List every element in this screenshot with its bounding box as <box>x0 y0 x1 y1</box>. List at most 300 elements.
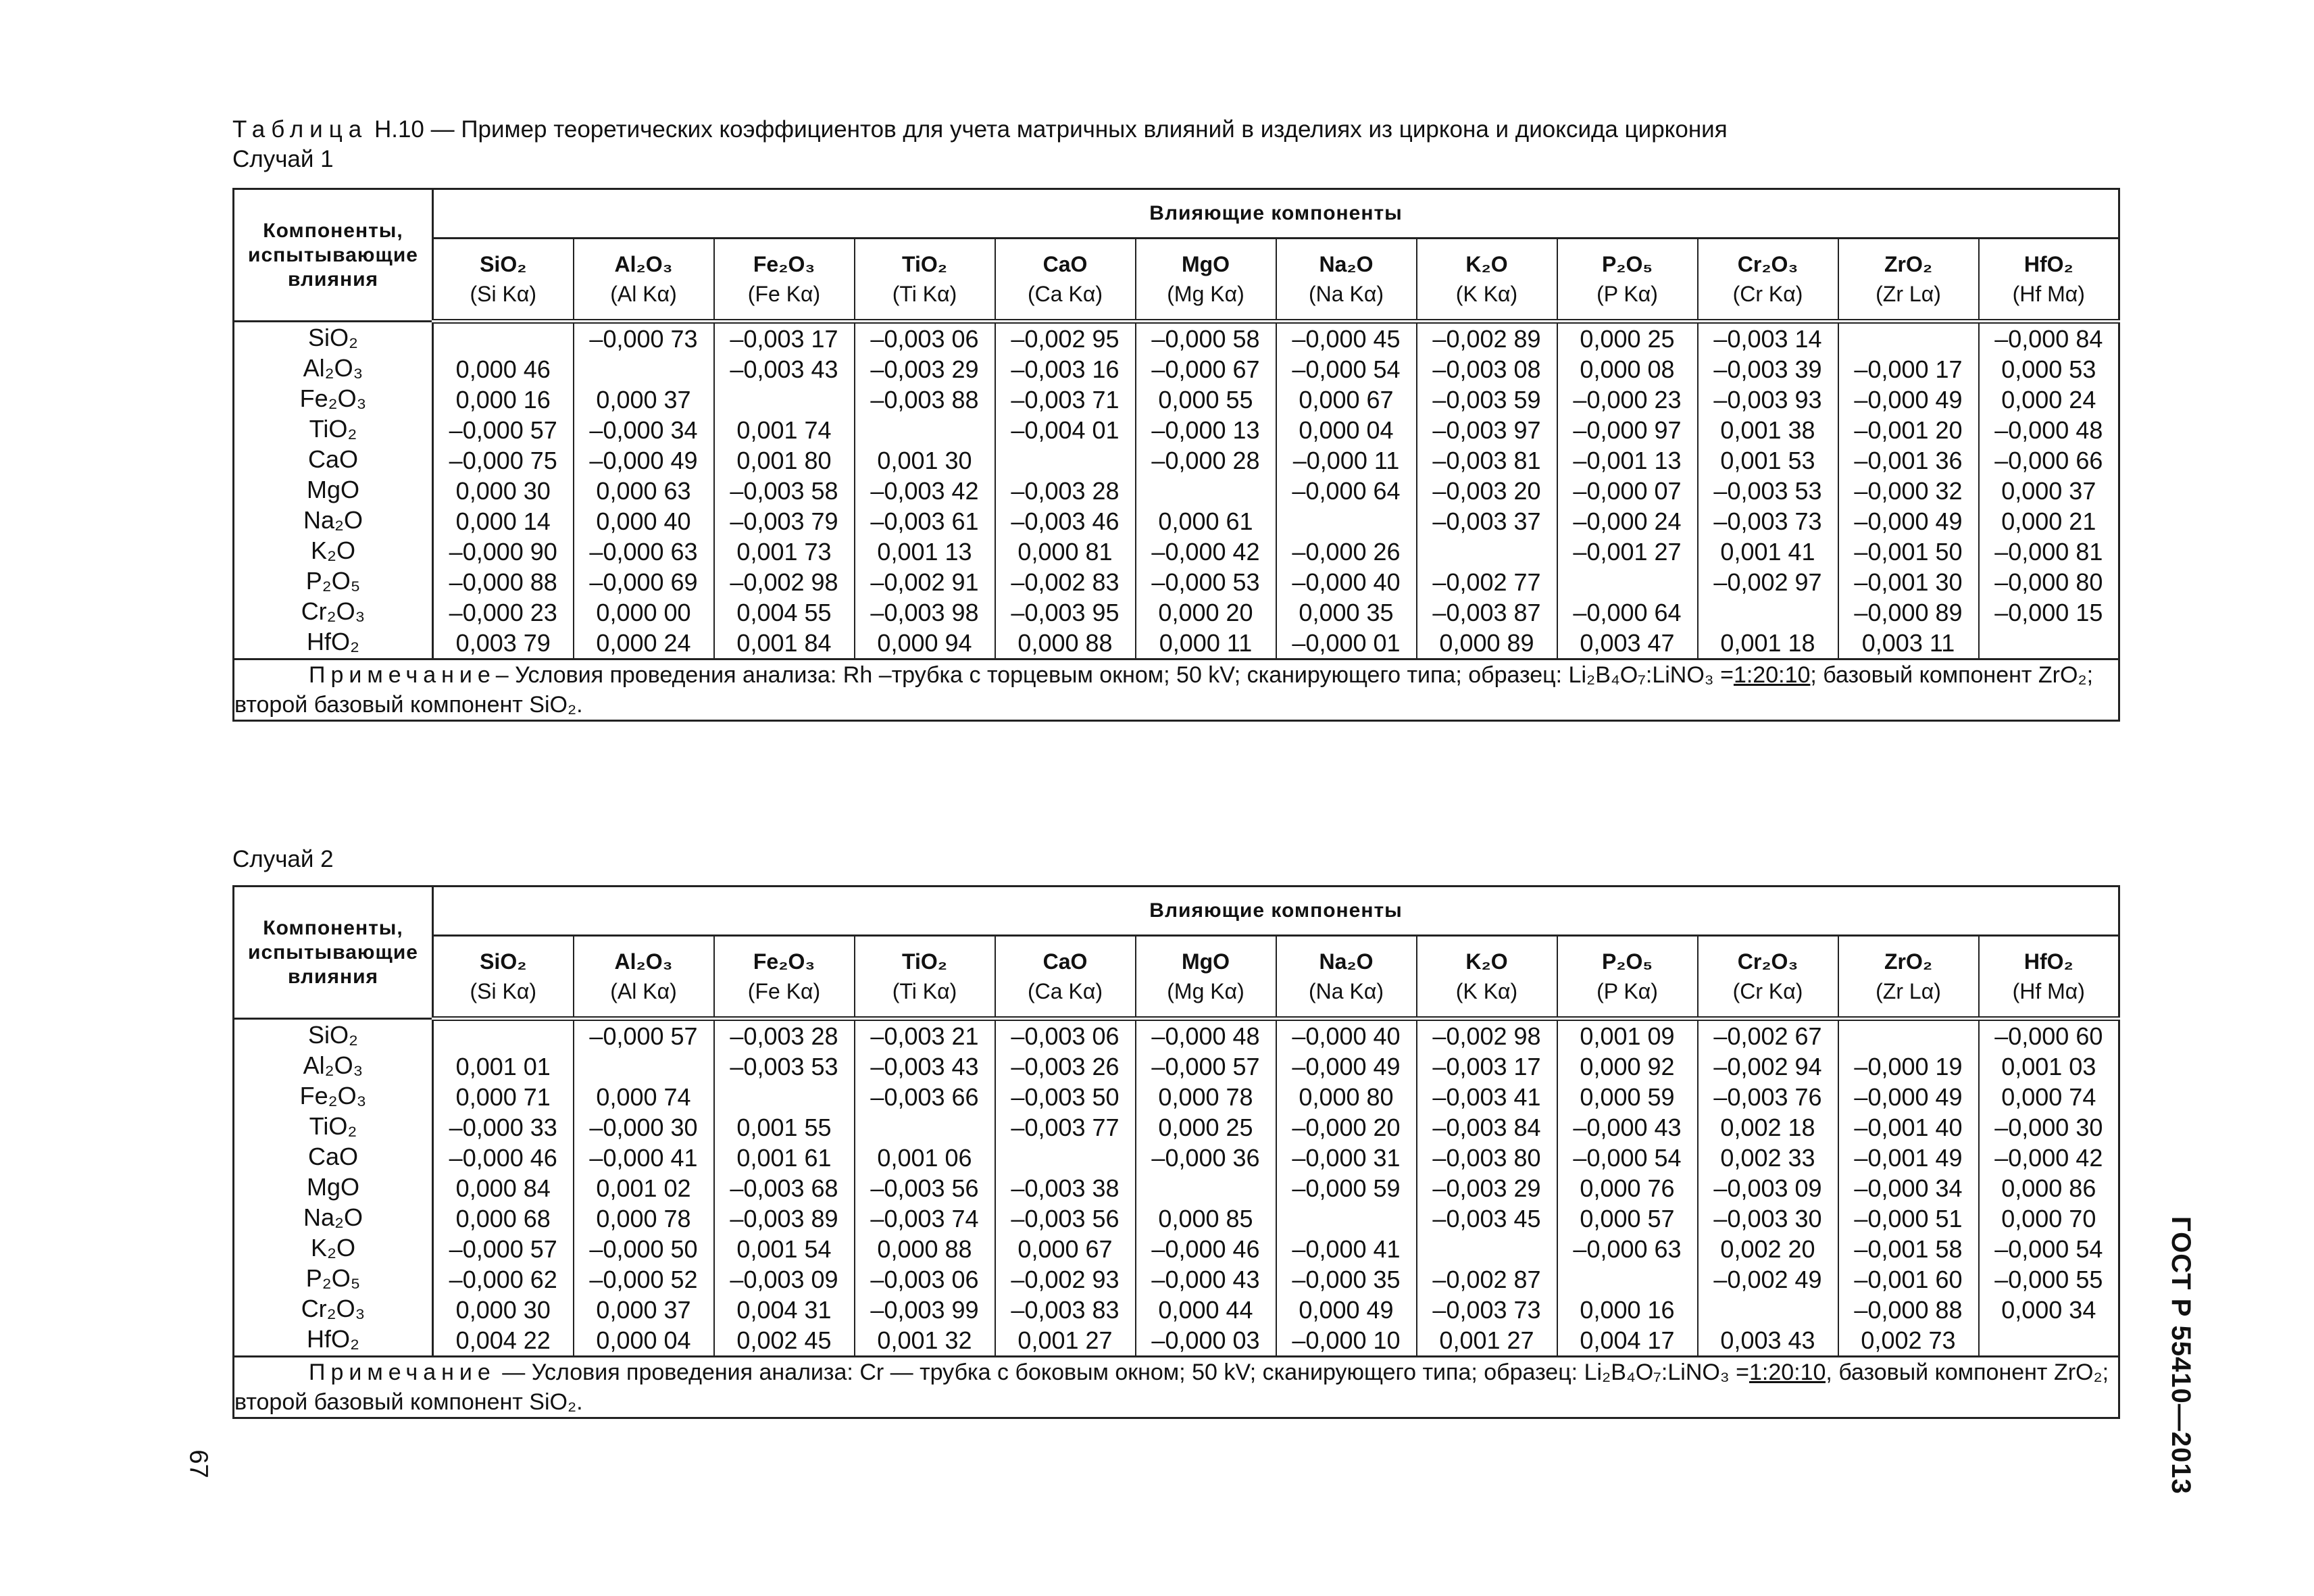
table-cell: –0,003 53 <box>1713 477 1822 505</box>
table-cell: 0,000 30 <box>455 1296 551 1324</box>
column-values <box>433 322 574 659</box>
table-cell: –0,000 40 <box>1292 1022 1401 1050</box>
row-name: Cr₂O₃ <box>301 1295 366 1322</box>
column-values <box>1979 322 2119 659</box>
column-oxide: Na₂O <box>1319 252 1374 276</box>
case-1-label: Случай 1 <box>232 146 334 172</box>
table-cell: 0,002 18 <box>1720 1114 1815 1141</box>
table-cell: 0,000 53 <box>2001 355 2096 383</box>
column-values <box>574 322 714 659</box>
table-cell: –0,001 27 <box>1573 538 1682 566</box>
table-cell: 0,000 88 <box>1017 629 1113 657</box>
table-cell: –0,003 73 <box>1432 1296 1541 1324</box>
table-cell: –0,000 46 <box>1151 1235 1260 1263</box>
table-cell <box>1839 1021 1978 1051</box>
table-cell: –0,003 79 <box>730 507 838 535</box>
table-cell: 0,001 27 <box>1017 1326 1113 1354</box>
column-values <box>714 1019 855 1357</box>
table-cell <box>434 1021 573 1051</box>
column-values <box>1276 322 1417 659</box>
column-line: (Al Kα) <box>610 979 677 1003</box>
row-name: K₂O <box>311 537 355 564</box>
column-header-row <box>234 936 2119 1019</box>
table-cell: –0,000 01 <box>1292 629 1401 657</box>
table-cell: –0,003 28 <box>730 1022 838 1050</box>
table-cell: 0,001 02 <box>596 1174 691 1202</box>
column-values <box>1979 1019 2119 1357</box>
column-header <box>1838 936 1979 1019</box>
case-1-table <box>232 188 2120 722</box>
column-line: (Fe Kα) <box>747 979 821 1003</box>
table-cell: 0,000 81 <box>1017 538 1113 566</box>
table-cell: 0,000 25 <box>1580 325 1675 353</box>
table-cell: –0,000 07 <box>1573 477 1682 505</box>
row-name: CaO <box>307 445 359 473</box>
table-cell: –0,001 49 <box>1854 1144 1963 1172</box>
table-cell: –0,003 98 <box>870 599 979 626</box>
table-cell: –0,003 17 <box>730 325 838 353</box>
table-cell: –0,000 80 <box>1994 568 2103 596</box>
column-header <box>574 936 714 1019</box>
table-cell <box>1839 324 1978 354</box>
data-row <box>234 322 2119 659</box>
table-cell: –0,003 95 <box>1011 599 1120 626</box>
table-cell: –0,003 81 <box>1432 447 1541 474</box>
table-cell <box>1136 476 1276 506</box>
table-cell: –0,002 87 <box>1432 1266 1541 1293</box>
table-cell: –0,000 49 <box>1292 1053 1401 1080</box>
column-oxide: P₂O₅ <box>1601 949 1653 974</box>
row-name: SiO₂ <box>308 1021 358 1049</box>
row-name: SiO₂ <box>308 324 358 351</box>
column-line: (Zr Lα) <box>1876 282 1941 306</box>
table-cell: –0,004 01 <box>1011 416 1120 444</box>
table-cell: 0,001 09 <box>1580 1022 1675 1050</box>
table-cell: –0,003 53 <box>730 1053 838 1080</box>
table-cell: –0,000 42 <box>1151 538 1260 566</box>
table-cell <box>996 1143 1135 1173</box>
column-oxide: TiO₂ <box>902 949 947 974</box>
table-cell: 0,001 06 <box>877 1144 972 1172</box>
case-2-table <box>232 885 2120 1419</box>
table-cell: –0,003 84 <box>1432 1114 1541 1141</box>
table-cell <box>434 324 573 354</box>
table-cell: –0,002 49 <box>1713 1266 1822 1293</box>
table-cell: 0,000 24 <box>2001 386 2096 414</box>
table-cell: –0,002 94 <box>1713 1053 1822 1080</box>
table-cell: 0,000 46 <box>455 355 551 383</box>
column-oxide: HfO₂ <box>2023 252 2073 276</box>
table-cell: –0,000 54 <box>1292 355 1401 383</box>
row-name: TiO₂ <box>309 415 357 443</box>
table-cell: 0,000 89 <box>1439 629 1534 657</box>
table-cell: –0,000 67 <box>1151 355 1260 383</box>
table-cell: –0,000 30 <box>589 1114 698 1141</box>
table-cell: –0,000 63 <box>1573 1235 1682 1263</box>
table-cell: 0,001 61 <box>736 1144 832 1172</box>
column-line: (K Kα) <box>1455 979 1518 1003</box>
table-cell: 0,000 57 <box>1580 1205 1675 1232</box>
table-cell: –0,000 62 <box>449 1266 557 1293</box>
table-cell: –0,003 89 <box>730 1205 838 1232</box>
table-cell: 0,003 79 <box>455 629 551 657</box>
table-cell <box>715 1082 854 1112</box>
table-cell: –0,003 87 <box>1432 599 1541 626</box>
table-cell: –0,000 35 <box>1292 1266 1401 1293</box>
table-cell: 0,000 67 <box>1017 1235 1113 1263</box>
table-cell: –0,000 88 <box>1854 1296 1963 1324</box>
table-cell: –0,002 98 <box>730 568 838 596</box>
note <box>234 659 2119 721</box>
table-cell: –0,000 03 <box>1151 1326 1260 1354</box>
table-cell: –0,000 59 <box>1292 1174 1401 1202</box>
column-oxide: SiO₂ <box>480 252 527 276</box>
column-oxide: CaO <box>1042 252 1088 276</box>
row-name: K₂O <box>311 1234 355 1262</box>
column-header <box>1557 239 1698 322</box>
table-title-label: Таблица <box>232 116 368 143</box>
table-cell: –0,000 60 <box>1994 1022 2103 1050</box>
column-oxide: MgO <box>1181 252 1230 276</box>
table-cell: 0,000 25 <box>1158 1114 1253 1141</box>
table-cell: –0,002 67 <box>1713 1022 1822 1050</box>
table-cell: 0,001 55 <box>736 1114 832 1141</box>
column-oxide: ZrO₂ <box>1884 252 1933 276</box>
table-cell: –0,003 97 <box>1432 416 1541 444</box>
table-cell: 0,000 94 <box>877 629 972 657</box>
table-cell: –0,000 51 <box>1854 1205 1963 1232</box>
table-cell: –0,003 59 <box>1432 386 1541 414</box>
column-header <box>433 936 574 1019</box>
table-cell: 0,000 00 <box>596 599 691 626</box>
table-cell: –0,001 40 <box>1854 1114 1963 1141</box>
table-cell: –0,003 61 <box>870 507 979 535</box>
table-cell: 0,000 84 <box>455 1174 551 1202</box>
table-cell: –0,003 80 <box>1432 1144 1541 1172</box>
note-label: Примечание <box>309 662 496 688</box>
table-cell: –0,000 20 <box>1292 1114 1401 1141</box>
table-cell: 0,000 35 <box>1299 599 1394 626</box>
column-header <box>1417 239 1557 322</box>
table-cell: –0,000 41 <box>589 1144 698 1172</box>
table-cell: –0,000 66 <box>1994 447 2103 474</box>
row-name: TiO₂ <box>309 1112 357 1140</box>
table-cell: 0,001 01 <box>455 1053 551 1080</box>
column-header <box>1979 239 2119 322</box>
table-cell <box>574 354 713 384</box>
table-cell: –0,000 32 <box>1854 477 1963 505</box>
table-cell: 0,000 85 <box>1158 1205 1253 1232</box>
table-cell: –0,003 26 <box>1011 1053 1120 1080</box>
table-cell: –0,003 09 <box>730 1266 838 1293</box>
row-name: Na₂O <box>303 506 363 534</box>
table-cell: 0,000 86 <box>2001 1174 2096 1202</box>
column-line: (Zr Lα) <box>1876 979 1941 1003</box>
table-cell: 0,003 11 <box>1861 629 1955 657</box>
row-name: Fe₂O₃ <box>299 384 367 412</box>
table-cell: –0,003 30 <box>1713 1205 1822 1232</box>
table-cell: –0,003 21 <box>870 1022 979 1050</box>
column-line: (Cr Kα) <box>1732 979 1803 1003</box>
table-cell: –0,000 24 <box>1573 507 1682 535</box>
column-values <box>1557 1019 1698 1357</box>
table-cell: –0,003 29 <box>1432 1174 1541 1202</box>
table-cell: –0,000 40 <box>1292 568 1401 596</box>
table-cell: 0,000 37 <box>2001 477 2096 505</box>
table-cell: –0,003 46 <box>1011 507 1120 535</box>
data-row <box>234 1019 2119 1357</box>
row-name: HfO₂ <box>307 628 359 655</box>
table-title-text: Н.10 — Пример теоретических коэффициентов для учета матричных влияний в изделиях из циркона и диоксида циркония <box>374 116 1728 143</box>
influencing-header: Влияющие компоненты <box>433 887 2119 936</box>
table-cell: 0,001 54 <box>736 1235 832 1263</box>
note <box>234 1357 2119 1418</box>
row-name: Na₂O <box>303 1203 363 1231</box>
column-line: (P Kα) <box>1596 282 1658 306</box>
column-values <box>1698 322 1838 659</box>
table-cell: –0,002 89 <box>1432 325 1541 353</box>
column-oxide: Fe₂O₃ <box>753 252 815 276</box>
table-cell: –0,003 43 <box>730 355 838 383</box>
table-cell: 0,000 67 <box>1299 386 1394 414</box>
table-cell <box>1277 506 1416 537</box>
table-cell: –0,002 95 <box>1011 325 1120 353</box>
table-cell: 0,003 43 <box>1720 1326 1815 1354</box>
table-cell: –0,003 42 <box>870 477 979 505</box>
table-cell: –0,000 49 <box>1854 1083 1963 1111</box>
table-cell: 0,000 37 <box>596 386 691 414</box>
table-cell: –0,000 64 <box>1292 477 1401 505</box>
table-cell: –0,000 10 <box>1292 1326 1401 1354</box>
table-cell: –0,000 54 <box>1994 1235 2103 1263</box>
column-values <box>995 1019 1136 1357</box>
table-cell: 0,004 31 <box>736 1296 832 1324</box>
table-cell: 0,000 34 <box>2001 1296 2096 1324</box>
column-values <box>1136 322 1276 659</box>
table-cell: 0,000 40 <box>596 507 691 535</box>
document-code: ГОСТ Р 55410—2013 <box>2166 1216 2196 1495</box>
column-values <box>1276 1019 1417 1357</box>
table-cell: –0,003 16 <box>1011 355 1120 383</box>
column-line: (Na Kα) <box>1309 282 1384 306</box>
table-cell: 0,000 14 <box>455 507 551 535</box>
table-cell: –0,000 34 <box>1854 1174 1963 1202</box>
column-line: (P Kα) <box>1596 979 1658 1003</box>
table-cell: –0,000 69 <box>589 568 698 596</box>
column-values <box>1136 1019 1276 1357</box>
table-cell: –0,000 57 <box>449 1235 557 1263</box>
column-header <box>574 239 714 322</box>
row-name: P₂O₅ <box>305 567 361 595</box>
table-cell: –0,000 50 <box>589 1235 698 1263</box>
table-cell: 0,001 53 <box>1720 447 1815 474</box>
column-values <box>1417 322 1557 659</box>
table-cell: –0,000 90 <box>449 538 557 566</box>
table-cell: 0,000 78 <box>1158 1083 1253 1111</box>
table-cell: –0,003 06 <box>870 1266 979 1293</box>
column-values <box>855 1019 995 1357</box>
row-names <box>234 1019 433 1357</box>
table-cell: 0,001 74 <box>736 416 832 444</box>
table-cell: 0,000 92 <box>1580 1053 1675 1080</box>
table-cell <box>1699 1295 1838 1325</box>
column-header <box>995 239 1136 322</box>
note-text: — Условия проведения анализа: Cr — трубка с боковым окном; 50 kV; сканирующего типа; образец: Li₂B₄O₇:LiNO₃ = <box>495 1360 1749 1385</box>
table-cell: –0,000 84 <box>1994 325 2103 353</box>
column-oxide: P₂O₅ <box>1601 252 1653 276</box>
table-cell: –0,003 93 <box>1713 386 1822 414</box>
table-cell: 0,000 21 <box>2001 507 2096 535</box>
table-cell: –0,002 83 <box>1011 568 1120 596</box>
table-cell: –0,000 45 <box>1292 325 1401 353</box>
column-values <box>574 1019 714 1357</box>
table-cell: –0,000 42 <box>1994 1144 2103 1172</box>
column-line: (Hf Mα) <box>2012 979 2085 1003</box>
table-cell: –0,000 57 <box>589 1022 698 1050</box>
row-name: CaO <box>307 1143 359 1170</box>
column-line: (Si Kα) <box>470 979 536 1003</box>
table-cell: 0,001 41 <box>1720 538 1815 566</box>
table-cell: –0,003 29 <box>870 355 979 383</box>
table-cell: –0,000 49 <box>1854 507 1963 535</box>
column-header <box>1276 936 1417 1019</box>
column-header <box>714 936 855 1019</box>
column-line: (K Kα) <box>1455 282 1518 306</box>
table-cell: –0,003 39 <box>1713 355 1822 383</box>
column-oxide: Al₂O₃ <box>614 252 673 276</box>
column-header <box>1136 239 1276 322</box>
note-ratio: 1:20:10 <box>1733 662 1811 688</box>
table-cell: –0,003 71 <box>1011 386 1120 414</box>
column-oxide: K₂O <box>1465 949 1508 974</box>
table-cell: 0,000 16 <box>455 386 551 414</box>
table-cell: 0,003 47 <box>1580 629 1675 657</box>
table-cell: –0,000 63 <box>589 538 698 566</box>
row-name: MgO <box>306 476 359 503</box>
table-cell: –0,000 13 <box>1151 416 1260 444</box>
table-cell <box>1417 1234 1557 1264</box>
column-oxide: SiO₂ <box>480 949 527 974</box>
table-cell: 0,000 59 <box>1580 1083 1675 1111</box>
column-header <box>1698 936 1838 1019</box>
column-values <box>1417 1019 1557 1357</box>
row-names <box>234 322 433 659</box>
column-line: (Si Kα) <box>470 282 536 306</box>
table-cell: –0,003 56 <box>870 1174 979 1202</box>
table-cell: 0,000 20 <box>1158 599 1253 626</box>
column-header <box>855 936 995 1019</box>
table-cell: –0,000 31 <box>1292 1144 1401 1172</box>
page-number: 67 <box>184 1449 213 1478</box>
column-header <box>1979 936 2119 1019</box>
column-values <box>1838 1019 1979 1357</box>
row-name: Al₂O₃ <box>303 354 363 382</box>
table-cell: 0,000 70 <box>2001 1205 2096 1232</box>
table-cell <box>1980 1325 2119 1355</box>
column-line: (Al Kα) <box>610 282 677 306</box>
table-cell: –0,003 06 <box>870 325 979 353</box>
table-cell <box>1136 1173 1276 1203</box>
table-cell: 0,000 49 <box>1299 1296 1394 1324</box>
table-cell: –0,000 75 <box>449 447 557 474</box>
table-cell: 0,002 20 <box>1720 1235 1815 1263</box>
table-cell: –0,003 43 <box>870 1053 979 1080</box>
column-line: (Cr Kα) <box>1732 282 1803 306</box>
table-cell: –0,003 56 <box>1011 1205 1120 1232</box>
table-cell: –0,000 34 <box>589 416 698 444</box>
table-cell: 0,001 73 <box>736 538 832 566</box>
column-line: (Ca Kα) <box>1028 979 1103 1003</box>
table-cell: –0,003 73 <box>1713 507 1822 535</box>
note-ratio: 1:20:10, <box>1749 1360 1832 1385</box>
table-cell: 0,004 55 <box>736 599 832 626</box>
column-header <box>433 239 574 322</box>
column-oxide: Fe₂O₃ <box>753 949 815 974</box>
components-header: Компоненты, испытывающие влияния <box>234 887 433 1019</box>
table-cell: 0,000 55 <box>1158 386 1253 414</box>
table-cell: 0,000 76 <box>1580 1174 1675 1202</box>
column-oxide: ZrO₂ <box>1884 949 1933 974</box>
column-oxide: CaO <box>1042 949 1088 974</box>
table-cell: 0,001 38 <box>1720 416 1815 444</box>
table-cell: –0,000 57 <box>449 416 557 444</box>
column-oxide: Cr₂O₃ <box>1737 949 1799 974</box>
column-header <box>1698 239 1838 322</box>
table-cell: 0,000 44 <box>1158 1296 1253 1324</box>
note-text-end: ; базовый компонент ZrO₂; второй базовый компонент SiO₂. <box>234 662 2094 718</box>
table-cell: –0,000 23 <box>449 599 557 626</box>
table-cell <box>855 1112 995 1143</box>
column-values <box>433 1019 574 1357</box>
column-oxide: TiO₂ <box>902 252 947 276</box>
table-cell: 0,001 03 <box>2001 1053 2096 1080</box>
table-cell: –0,001 13 <box>1573 447 1682 474</box>
column-line: (Ti Kα) <box>892 282 957 306</box>
column-oxide: Na₂O <box>1319 949 1374 974</box>
table-cell: –0,003 66 <box>870 1083 979 1111</box>
table-cell: –0,003 14 <box>1713 325 1822 353</box>
table-cell: –0,003 45 <box>1432 1205 1541 1232</box>
table-cell: –0,000 11 <box>1292 447 1400 474</box>
table-cell: 0,002 33 <box>1720 1144 1815 1172</box>
table-cell: –0,003 88 <box>870 386 979 414</box>
row-name: Fe₂O₃ <box>299 1082 367 1109</box>
table-cell: –0,003 06 <box>1011 1022 1120 1050</box>
table-cell: 0,000 74 <box>2001 1083 2096 1111</box>
column-oxide: K₂O <box>1465 252 1508 276</box>
note-row <box>234 1357 2119 1418</box>
note-text-end: базовый компонент ZrO₂; второй базовый компонент SiO₂. <box>234 1360 2109 1415</box>
table-cell: 0,004 17 <box>1580 1326 1675 1354</box>
table-cell: 0,001 30 <box>877 447 972 474</box>
column-oxide: MgO <box>1181 949 1230 974</box>
table-cell: –0,000 89 <box>1854 599 1963 626</box>
table-cell: –0,002 77 <box>1432 568 1541 596</box>
table-cell: –0,000 23 <box>1573 386 1682 414</box>
table-cell: 0,001 13 <box>877 538 972 566</box>
table-cell: 0,000 61 <box>1158 507 1253 535</box>
table-cell: –0,001 36 <box>1854 447 1963 474</box>
table-cell: 0,000 80 <box>1299 1083 1394 1111</box>
table-cell: –0,001 20 <box>1854 416 1963 444</box>
column-line: (Hf Mα) <box>2012 282 2085 306</box>
table-cell: 0,000 74 <box>596 1083 691 1111</box>
column-header <box>1838 239 1979 322</box>
table-cell: 0,000 04 <box>596 1326 691 1354</box>
table-cell: –0,003 76 <box>1713 1083 1822 1111</box>
column-header <box>1417 936 1557 1019</box>
table-cell: –0,000 97 <box>1573 416 1682 444</box>
